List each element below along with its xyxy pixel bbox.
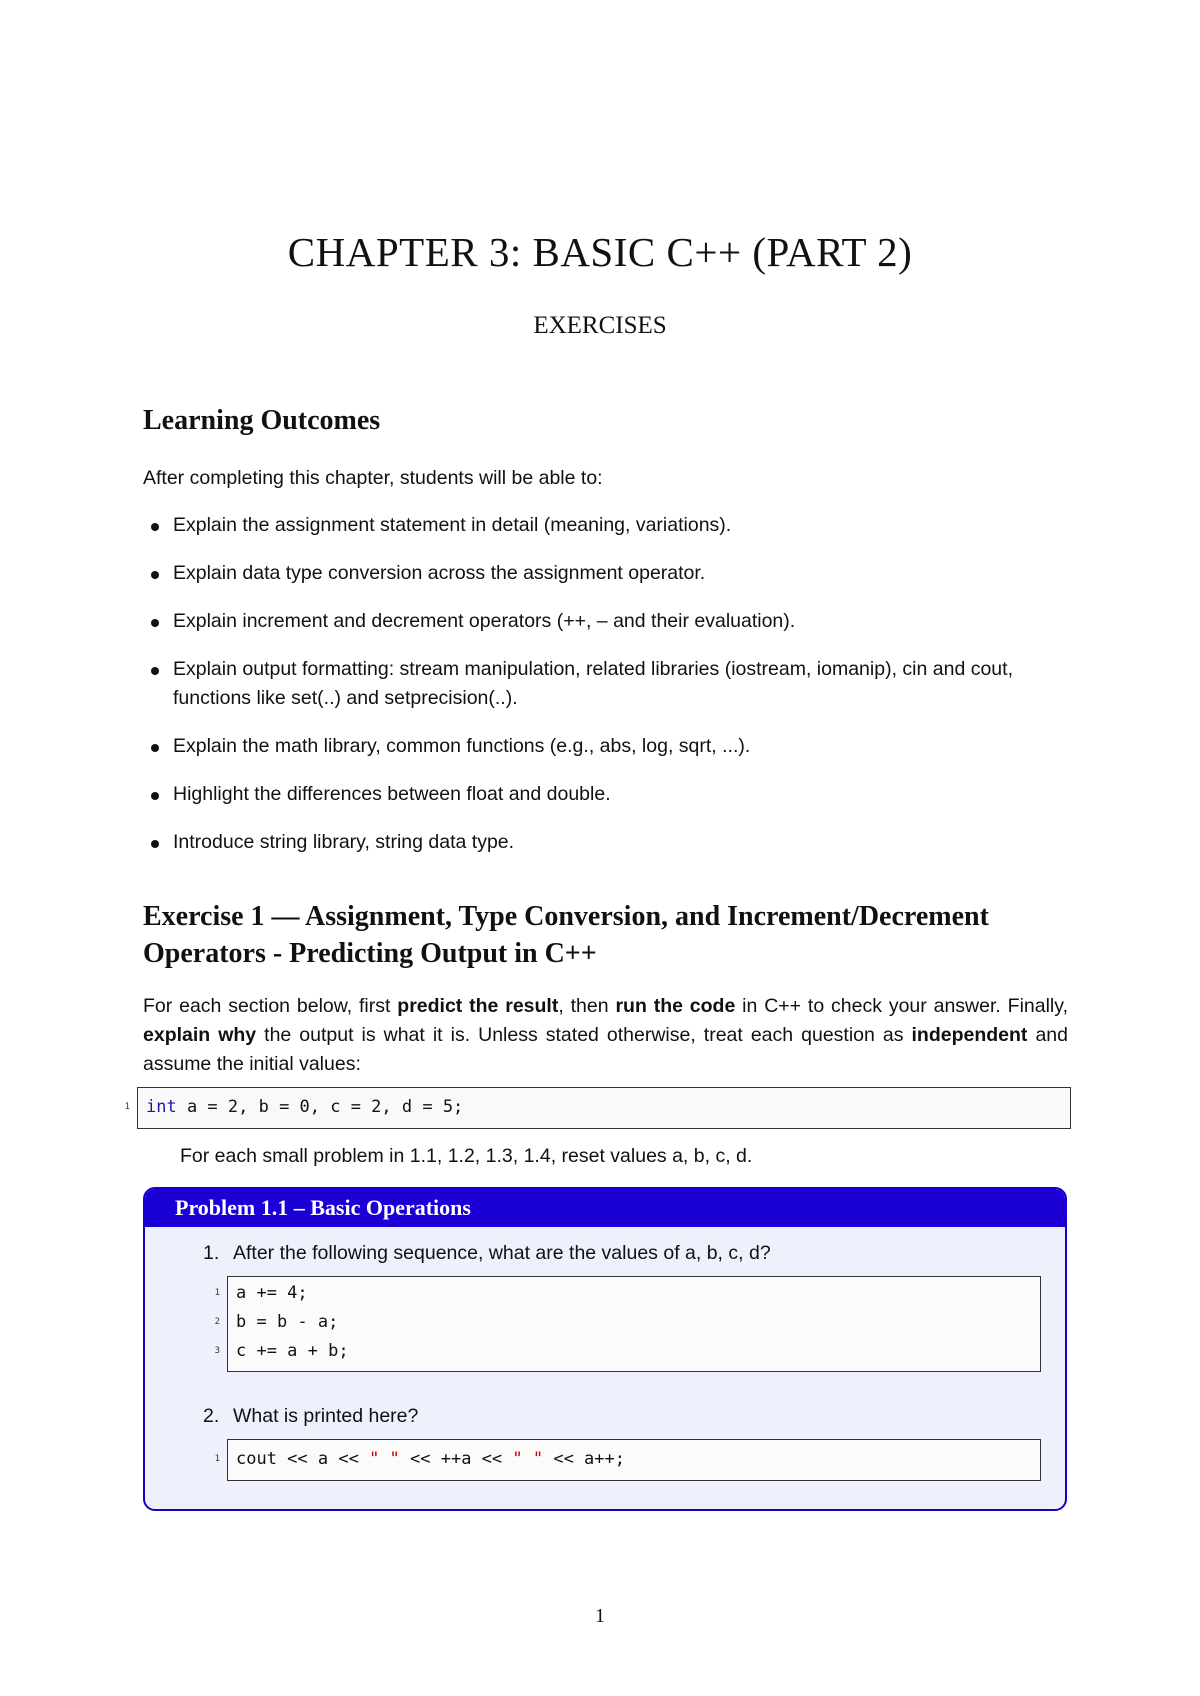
q2-text: What is printed here? — [233, 1405, 419, 1427]
initial-values-code — [124, 1087, 1071, 1129]
q2-code — [214, 1439, 1041, 1481]
outcome-item: Explain output formatting: stream manipulation, related libraries (iostream, iomanip), cin and cout, functions like set(..) and setprecision(..). — [143, 655, 1083, 713]
code-line: 1 a += 4; — [214, 1283, 308, 1303]
exercise1-heading: Exercise 1 — Assignment, Type Conversion, and Increment/Decrement Operators - Predicting Output in C++ — [143, 901, 989, 969]
code-line: 2 b = b - a; — [214, 1312, 339, 1332]
outcome-item: Highlight the differences between float and double. — [143, 780, 1083, 809]
q2-number: 2. — [203, 1405, 220, 1427]
q1-number: 1. — [203, 1242, 220, 1264]
problem-1-1-title: Problem 1.1 – Basic Operations — [145, 1189, 1065, 1227]
q1-text: After the following sequence, what are the values of a, b, c, d? — [233, 1242, 771, 1264]
chapter-subtitle: EXERCISES — [533, 312, 667, 339]
bullet-icon — [151, 840, 159, 848]
outcome-item: Explain data type conversion across the assignment operator. — [143, 559, 1083, 588]
bullet-icon — [151, 571, 159, 579]
page-number: 1 — [595, 1605, 605, 1627]
bullet-icon — [151, 523, 159, 531]
bullet-icon — [151, 744, 159, 752]
reset-note: For each small problem in 1.1, 1.2, 1.3, 1.4, reset values a, b, c, d. — [180, 1145, 753, 1167]
chapter-title: CHAPTER 3: BASIC C++ (PART 2) — [287, 229, 913, 275]
learning-outcomes-list — [143, 511, 1083, 876]
learning-outcomes-intro: After completing this chapter, students will be able to: — [143, 467, 603, 489]
outcome-item: Explain the math library, common functions (e.g., abs, log, sqrt, ...). — [143, 732, 1083, 761]
bullet-icon — [151, 792, 159, 800]
code-line: 1 cout << a << " " << ++a << " " << a++; — [214, 1449, 625, 1469]
bullet-icon — [151, 667, 159, 675]
learning-outcomes-heading: Learning Outcomes — [143, 405, 381, 436]
code-line: 1 int a = 2, b = 0, c = 2, d = 5; — [124, 1097, 464, 1117]
problem-1-1-box — [143, 1187, 1067, 1511]
q1-code — [214, 1276, 1041, 1372]
outcome-item: Introduce string library, string data type. — [143, 828, 1083, 857]
code-line: 3 c += a + b; — [214, 1341, 349, 1361]
exercise1-intro: For each section below, first predict the result, then run the code in C++ to check your answer. Finally, explain why the output is what it is. Unless stated otherwise, treat each question as independent and assume the initial values: — [143, 995, 1068, 1075]
outcome-item: Explain increment and decrement operators (++, – and their evaluation). — [143, 607, 1083, 636]
bullet-icon — [151, 619, 159, 627]
outcome-item: Explain the assignment statement in detail (meaning, variations). — [143, 511, 1083, 540]
